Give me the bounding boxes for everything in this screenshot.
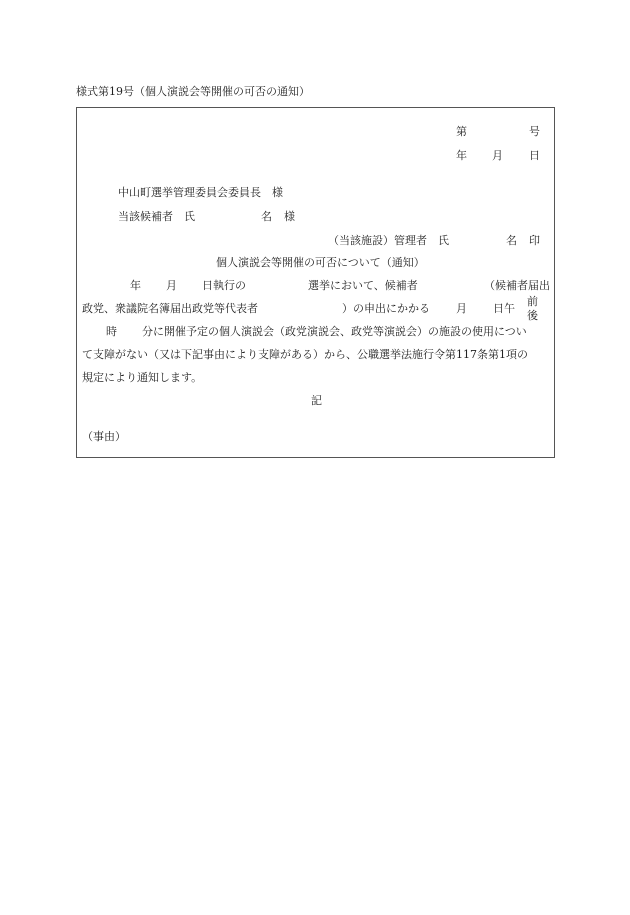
body-pm-mark: 後 xyxy=(527,309,538,322)
body-line3-text: 分に開催予定の個人演説会（政党演説会、政党等演説会）の施設の使用につい xyxy=(142,325,527,338)
body-election: 選挙において、候補者 xyxy=(308,279,418,292)
number-label-dai: 第 xyxy=(456,125,467,138)
form-title: 様式第19号（個人演説会等開催の可否の通知） xyxy=(76,85,310,98)
addressee-candidate-honorific: 様 xyxy=(284,210,295,223)
body-year: 年 xyxy=(130,279,141,292)
body-am-mark: 前 xyxy=(527,295,538,308)
body-note-open: （候補者届出 xyxy=(484,279,550,292)
body-party-text: 政党、衆議院名簿届出政党等代表者 xyxy=(82,302,258,315)
body-month: 月 xyxy=(166,279,177,292)
sender-prefix: （当該施設）管理者 氏 xyxy=(328,234,449,247)
ki-heading: 記 xyxy=(311,394,322,407)
date-month: 月 xyxy=(492,149,503,162)
body-month-2: 月 xyxy=(456,302,467,315)
number-label-go: 号 xyxy=(529,125,540,138)
addressee-candidate-name: 名 xyxy=(261,210,272,223)
sender-name: 名 xyxy=(506,234,517,247)
date-day: 日 xyxy=(529,149,540,162)
seal-mark: 印 xyxy=(529,234,540,247)
body-hour: 時 xyxy=(106,325,117,338)
date-year: 年 xyxy=(456,149,467,162)
body-day-exec: 日執行の xyxy=(202,279,246,292)
body-line4: て支障がない（又は下記事由により支障がある）から、公職選挙法施行令第117条第1項の xyxy=(82,348,528,361)
body-application: ）の申出にかかる xyxy=(342,302,430,315)
addressee-committee: 中山町選挙管理委員会委員長 様 xyxy=(118,186,283,199)
body-line5: 規定により通知します。 xyxy=(82,371,203,384)
body-day-am: 日午 xyxy=(493,302,515,315)
addressee-candidate-prefix: 当該候補者 氏 xyxy=(118,210,195,223)
reason-label: （事由） xyxy=(82,430,126,443)
subject: 個人演説会等開催の可否について（通知） xyxy=(216,256,425,269)
